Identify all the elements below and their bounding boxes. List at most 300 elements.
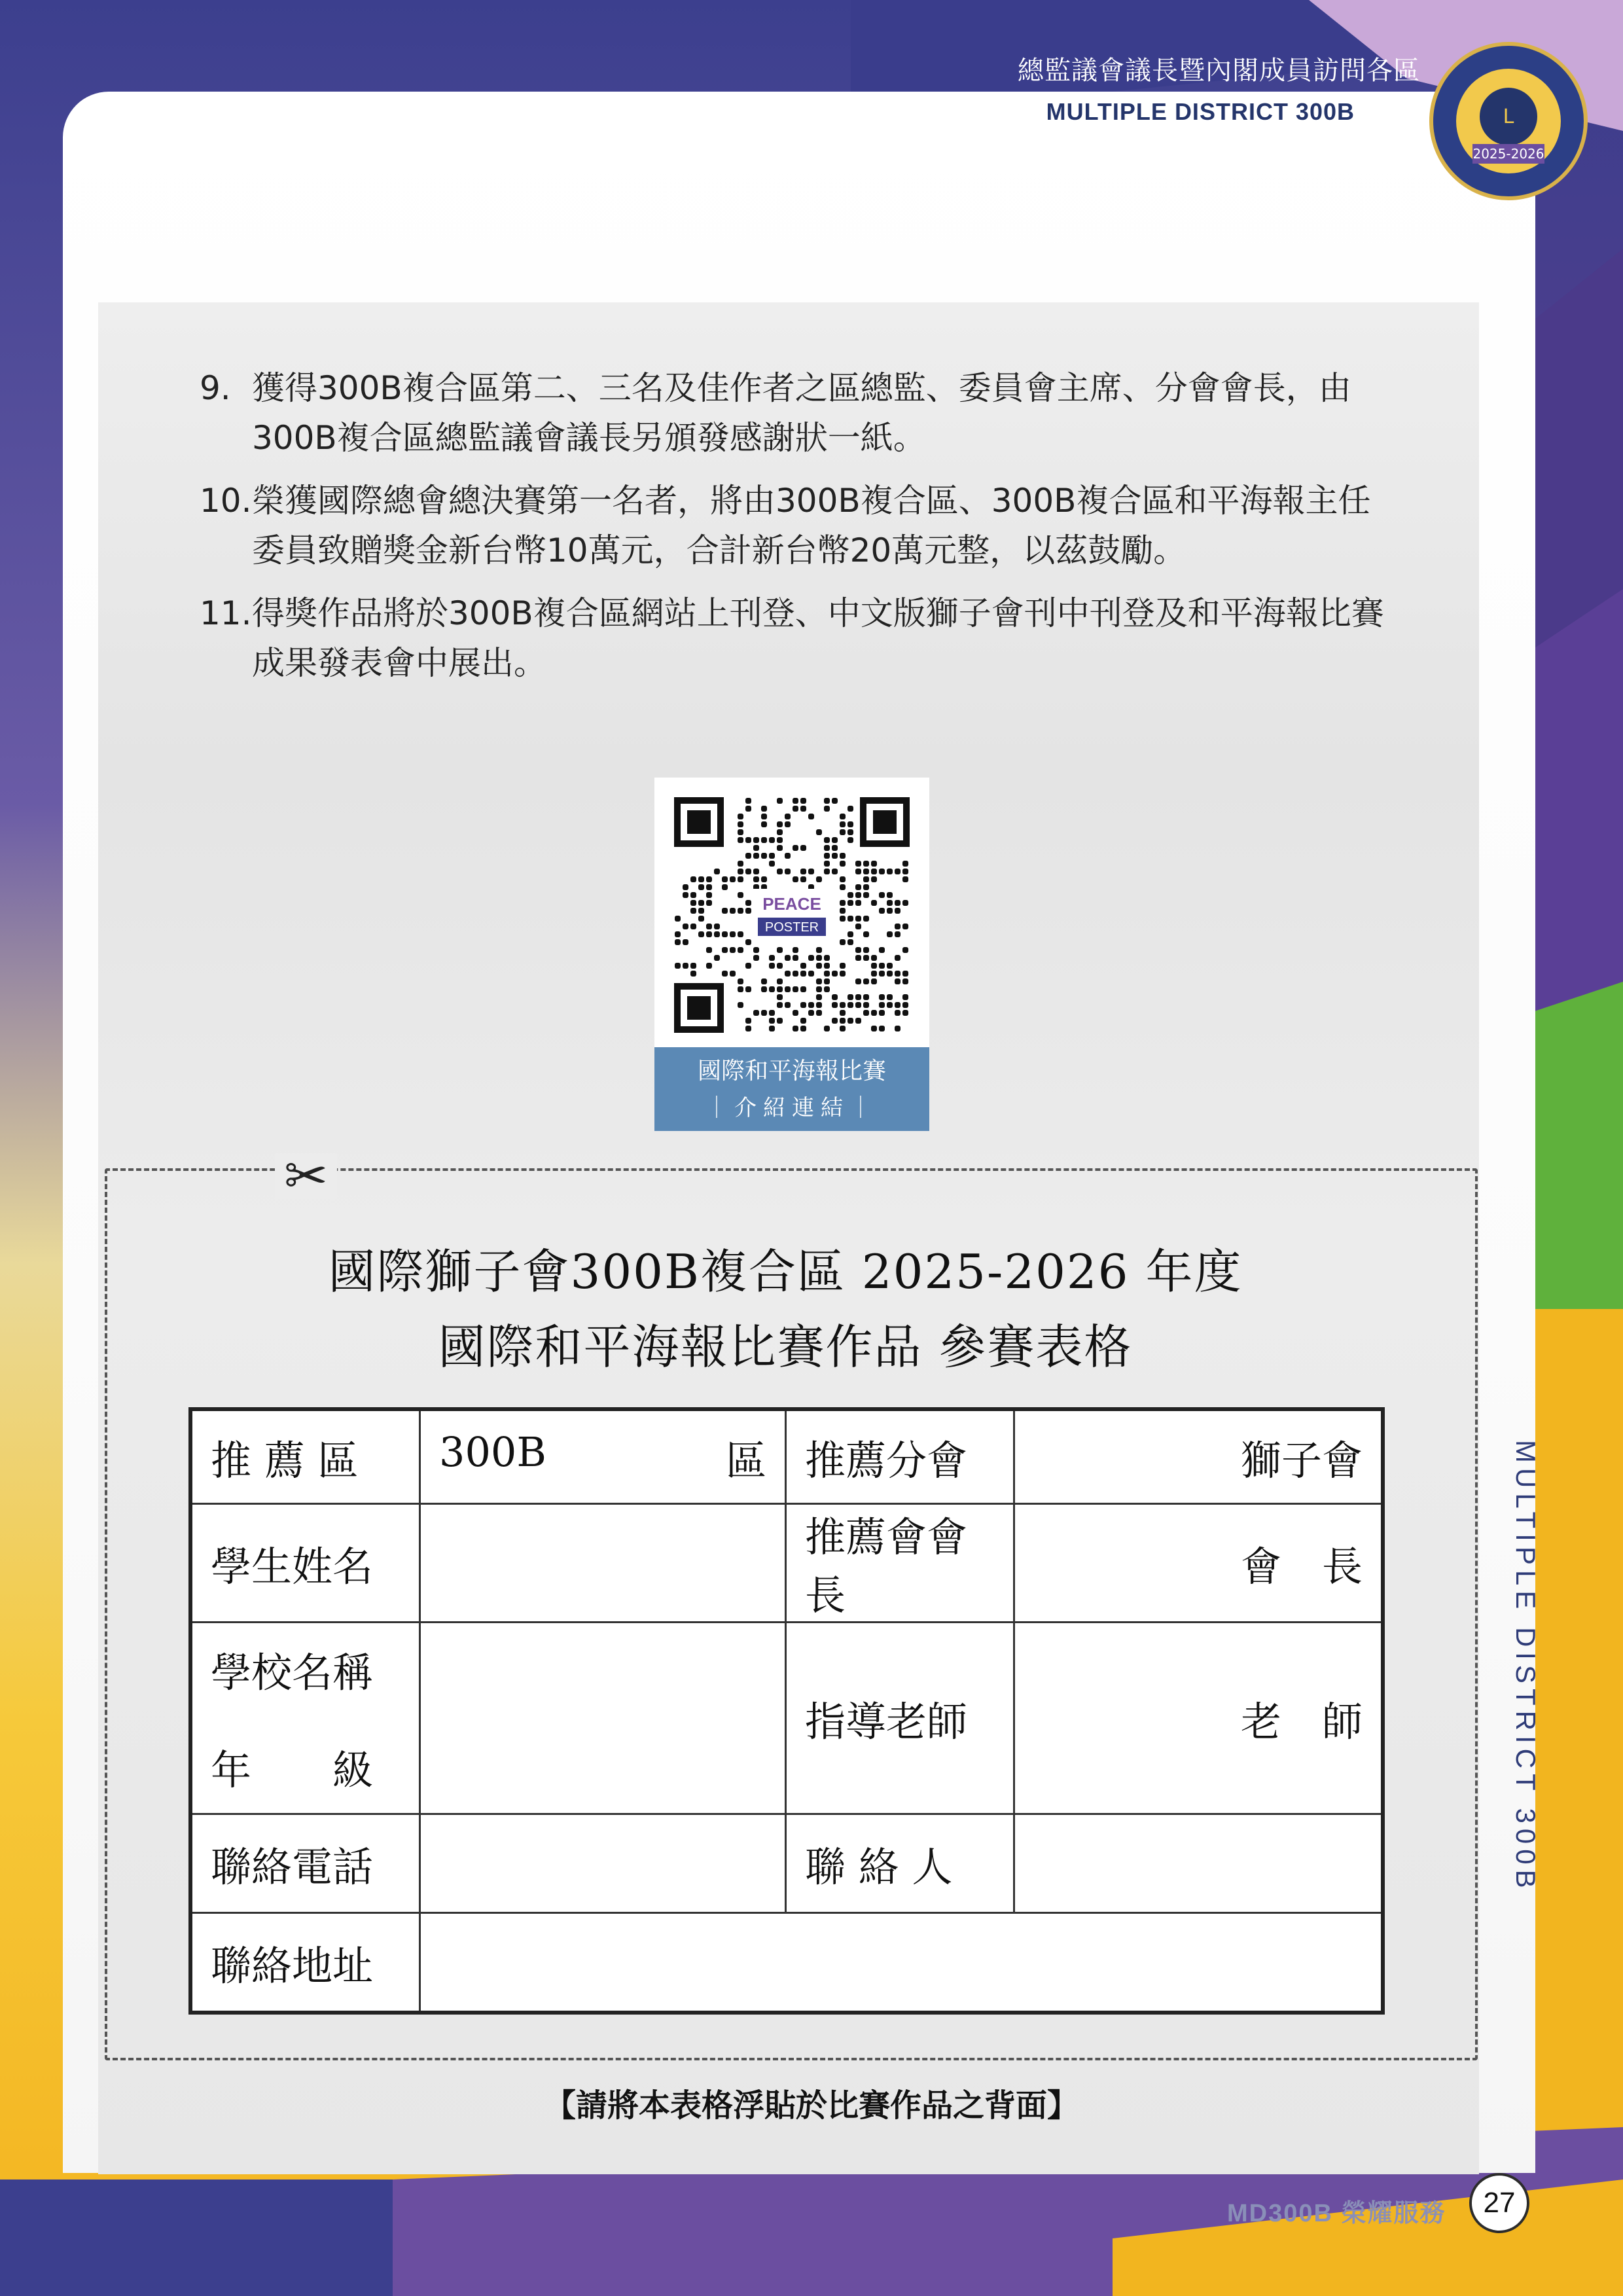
qr-module — [855, 916, 861, 922]
qr-module — [863, 947, 869, 953]
qr-module — [879, 947, 885, 953]
qr-module — [785, 814, 791, 819]
qr-module — [745, 963, 751, 969]
qr-module — [871, 861, 877, 867]
qr-module — [816, 955, 822, 961]
qr-module — [902, 1002, 908, 1008]
qr-module — [871, 869, 877, 874]
qr-module — [706, 963, 712, 969]
qr-module — [871, 978, 877, 984]
qr-module — [816, 963, 822, 969]
qr-module — [871, 971, 877, 977]
qr-module — [777, 1002, 783, 1008]
qr-module — [690, 963, 696, 969]
qr-module — [840, 939, 846, 945]
qr-module — [777, 994, 783, 1000]
header-subtitle: MULTIPLE DISTRICT 300B — [1046, 98, 1355, 125]
qr-module — [761, 814, 767, 819]
qr-module — [675, 939, 681, 945]
page-number: 27 — [1469, 2173, 1529, 2233]
qr-module — [714, 924, 720, 929]
qr-badge-peace: PEACE — [762, 894, 821, 914]
qr-module — [800, 971, 806, 977]
qr-module — [745, 853, 751, 859]
qr-module — [824, 986, 830, 992]
qr-module — [879, 994, 885, 1000]
qr-module — [777, 837, 783, 843]
qr-module — [793, 986, 798, 992]
qr-module — [730, 931, 736, 937]
qr-module — [698, 884, 704, 890]
qr-module — [761, 806, 767, 812]
district-suffix: 區 — [725, 1436, 766, 1484]
qr-module — [887, 892, 893, 898]
school-label: 學校名稱 — [211, 1649, 374, 1696]
qr-module — [863, 869, 869, 874]
qr-module — [745, 900, 751, 906]
qr-module — [769, 963, 775, 969]
qr-module — [855, 978, 861, 984]
qr-module — [840, 971, 846, 977]
qr-module — [722, 947, 728, 953]
qr-module — [800, 869, 806, 874]
qr-module — [769, 853, 775, 859]
school-field[interactable] — [420, 1623, 786, 1814]
qr-module — [824, 861, 830, 867]
qr-module — [793, 971, 798, 977]
qr-module — [895, 908, 901, 914]
qr-module — [745, 939, 751, 945]
side-district-text: MULTIPLE DISTRICT 300B — [1510, 1440, 1541, 1893]
qr-module — [738, 931, 743, 937]
qr-module — [738, 869, 743, 874]
qr-module — [769, 1010, 775, 1016]
qr-module — [816, 978, 822, 984]
qr-module — [745, 806, 751, 812]
qr-module — [808, 869, 814, 874]
qr-module — [887, 1002, 893, 1008]
club-label: 推薦分會 — [786, 1409, 1014, 1504]
qr-module — [777, 798, 783, 804]
president-field[interactable] — [1014, 1504, 1383, 1623]
qr-module — [840, 1018, 846, 1024]
qr-caption[interactable] — [654, 1047, 929, 1131]
qr-caption-link[interactable]: ｜介紹連結｜ — [705, 1095, 878, 1121]
qr-module — [840, 1026, 846, 1031]
qr-module — [793, 806, 798, 812]
qr-module — [793, 876, 798, 882]
qr-module — [698, 916, 704, 922]
club-field[interactable] — [1014, 1409, 1383, 1504]
qr-module — [738, 876, 743, 882]
teacher-field[interactable] — [1014, 1623, 1383, 1814]
qr-module — [698, 908, 704, 914]
qr-module — [879, 869, 885, 874]
qr-module — [808, 1010, 814, 1016]
qr-module — [808, 971, 814, 977]
qr-module — [847, 1018, 853, 1024]
qr-module — [722, 908, 728, 914]
qr-module — [761, 853, 767, 859]
form-title-line1: 國際獅子會300B複合區 2025-2026 年度 — [328, 1244, 1243, 1299]
qr-module — [832, 971, 838, 977]
qr-module — [800, 798, 806, 804]
qr-module — [847, 837, 853, 843]
district-value: 300B — [439, 1427, 546, 1476]
qr-module — [902, 978, 908, 984]
qr-module — [706, 892, 712, 898]
qr-module — [863, 1010, 869, 1016]
qr-module — [777, 821, 783, 827]
qr-module — [816, 1010, 822, 1016]
qr-module — [871, 963, 877, 969]
qr-module — [895, 1002, 901, 1008]
rule-item — [200, 476, 1391, 575]
qr-module — [879, 963, 885, 969]
form-row-student — [190, 1504, 1383, 1623]
qr-module — [714, 931, 720, 937]
qr-module — [840, 884, 846, 890]
qr-module — [863, 884, 869, 890]
student-field[interactable] — [420, 1504, 786, 1623]
qr-module — [738, 1002, 743, 1008]
qr-module — [840, 853, 846, 859]
qr-module — [863, 861, 869, 867]
qr-module — [824, 978, 830, 984]
qr-module — [769, 1026, 775, 1031]
qr-module — [730, 971, 736, 977]
qr-module — [824, 869, 830, 874]
qr-module — [777, 963, 783, 969]
qr-module — [871, 900, 877, 906]
qr-module — [824, 798, 830, 804]
qr-module — [902, 869, 908, 874]
qr-module — [777, 829, 783, 835]
qr-card[interactable] — [654, 778, 929, 1131]
phone-field[interactable] — [420, 1814, 786, 1913]
qr-module — [855, 869, 861, 874]
entry-form-table — [188, 1407, 1385, 2015]
qr-module — [753, 853, 759, 859]
address-label: 聯絡地址 — [190, 1913, 420, 2013]
qr-module — [706, 924, 712, 929]
qr-module — [761, 837, 767, 843]
qr-module — [847, 806, 853, 812]
qr-module — [769, 837, 775, 843]
qr-module — [895, 869, 901, 874]
qr-module — [840, 829, 846, 835]
qr-module — [800, 986, 806, 992]
qr-module — [879, 1002, 885, 1008]
qr-module — [902, 947, 908, 953]
qr-module — [745, 1026, 751, 1031]
qr-module — [863, 978, 869, 984]
qr-module — [683, 939, 688, 945]
rule-item — [200, 363, 1391, 463]
qr-module — [745, 798, 751, 804]
qr-module — [761, 876, 767, 882]
qr-module — [887, 908, 893, 914]
qr-module — [738, 814, 743, 819]
rule-number: 10. — [200, 482, 252, 520]
qr-module — [769, 986, 775, 992]
qr-module — [855, 1018, 861, 1024]
district-field[interactable] — [420, 1409, 786, 1504]
qr-module — [683, 884, 688, 890]
qr-module — [840, 876, 846, 882]
teacher-label: 指導老師 — [786, 1623, 1014, 1814]
form-row-address — [190, 1913, 1383, 2013]
qr-module — [800, 1026, 806, 1031]
qr-module — [690, 908, 696, 914]
qr-module — [793, 955, 798, 961]
student-label: 學生姓名 — [190, 1504, 420, 1623]
form-title-line2: 國際和平海報比賽作品 參賽表格 — [438, 1319, 1133, 1374]
form-row-phone — [190, 1814, 1383, 1913]
qr-module — [785, 821, 791, 827]
qr-module — [800, 876, 806, 882]
qr-module — [824, 955, 830, 961]
qr-module — [855, 892, 861, 898]
qr-module — [683, 924, 688, 929]
qr-module — [855, 994, 861, 1000]
qr-module — [871, 955, 877, 961]
qr-module — [902, 861, 908, 867]
qr-module — [902, 900, 908, 906]
phone-label: 聯絡電話 — [190, 1814, 420, 1913]
qr-module — [840, 916, 846, 922]
qr-module — [738, 821, 743, 827]
qr-module — [738, 947, 743, 953]
qr-module — [879, 892, 885, 898]
qr-module — [683, 963, 688, 969]
qr-module — [840, 814, 846, 819]
qr-module — [777, 978, 783, 984]
qr-badge-poster: POSTER — [764, 920, 819, 935]
qr-module — [730, 908, 736, 914]
qr-module — [675, 931, 681, 937]
qr-module — [887, 971, 893, 977]
qr-module — [832, 1002, 838, 1008]
qr-module — [808, 814, 814, 819]
school-grade-labels — [190, 1623, 420, 1814]
rule-number: 9. — [200, 369, 231, 407]
qr-module — [698, 931, 704, 937]
qr-module — [785, 971, 791, 977]
qr-module — [895, 978, 901, 984]
qr-module — [777, 869, 783, 874]
qr-module — [745, 837, 751, 843]
qr-module — [887, 931, 893, 937]
qr-module — [761, 986, 767, 992]
qr-module — [808, 955, 814, 961]
qr-module — [847, 916, 853, 922]
qr-module — [855, 947, 861, 953]
qr-module — [753, 947, 759, 953]
qr-module — [902, 924, 908, 929]
qr-module — [879, 971, 885, 977]
qr-module — [706, 884, 712, 890]
qr-module — [832, 994, 838, 1000]
qr-module — [902, 1010, 908, 1016]
qr-module — [761, 821, 767, 827]
qr-module — [855, 1002, 861, 1008]
qr-module — [895, 1010, 901, 1016]
qr-module — [761, 1010, 767, 1016]
contact-label: 聯 絡 人 — [786, 1814, 1014, 1913]
rule-text: 獲得300B複合區第二、三名及佳作者之區總監、委員會主席、分會會長，由300B複合區總監議會議長另頒發感謝狀一紙。 — [252, 369, 1351, 457]
qr-module — [863, 916, 869, 922]
qr-module — [863, 892, 869, 898]
qr-module — [800, 1018, 806, 1024]
qr-module — [785, 853, 791, 859]
header-title: 總監議會議長暨內閣成員訪問各區 — [1018, 56, 1420, 86]
qr-module — [824, 1026, 830, 1031]
qr-module — [871, 876, 877, 882]
qr-module — [675, 963, 681, 969]
qr-module — [785, 1002, 791, 1008]
qr-module — [847, 892, 853, 898]
qr-module — [824, 963, 830, 969]
qr-module — [769, 1018, 775, 1024]
qr-module — [745, 908, 751, 914]
qr-module — [863, 1002, 869, 1008]
qr-module — [832, 798, 838, 804]
qr-module — [753, 869, 759, 874]
qr-module — [902, 994, 908, 1000]
qr-module — [840, 1002, 846, 1008]
qr-module — [714, 869, 720, 874]
qr-module — [895, 1026, 901, 1031]
qr-module — [793, 798, 798, 804]
qr-module — [793, 1026, 798, 1031]
qr-module — [738, 837, 743, 843]
form-row-school — [190, 1623, 1383, 1814]
rule-number: 11. — [200, 594, 252, 632]
qr-module — [863, 994, 869, 1000]
qr-module — [706, 931, 712, 937]
qr-module — [753, 955, 759, 961]
qr-module — [706, 876, 712, 882]
qr-module — [722, 884, 728, 890]
qr-module — [793, 845, 798, 851]
qr-module — [753, 1010, 759, 1016]
qr-module — [855, 884, 861, 890]
rule-text: 得獎作品將於300B複合區網站上刊登、中文版獅子會刊中刊登及和平海報比賽成果發表會中展出。 — [252, 594, 1384, 682]
qr-module — [777, 845, 783, 851]
qr-module — [793, 947, 798, 953]
qr-module — [824, 971, 830, 977]
qr-module — [690, 876, 696, 882]
qr-module — [832, 837, 838, 843]
qr-module — [785, 986, 791, 992]
qr-module — [800, 806, 806, 812]
qr-module — [832, 1018, 838, 1024]
qr-module — [887, 900, 893, 906]
qr-module — [722, 971, 728, 977]
form-instruction-note: 【請將本表格浮貼於比賽作品之背面】 — [544, 2087, 1079, 2124]
qr-module — [824, 837, 830, 843]
qr-module — [847, 821, 853, 827]
qr-module — [753, 876, 759, 882]
qr-module — [800, 845, 806, 851]
qr-module — [761, 978, 767, 984]
qr-module — [777, 947, 783, 953]
rule-text: 榮獲國際總會總決賽第一名者，將由300B複合區、300B複合區和平海報主任委員致贈獎金新台幣10萬元，合計新台幣20萬元整，以茲鼓勵。 — [252, 482, 1371, 569]
address-field[interactable] — [420, 1913, 1383, 2013]
qr-module — [840, 861, 846, 867]
qr-code[interactable] — [674, 797, 910, 1033]
qr-module — [816, 986, 822, 992]
qr-module — [753, 837, 759, 843]
qr-module — [832, 845, 838, 851]
qr-module — [840, 963, 846, 969]
qr-module — [895, 971, 901, 977]
qr-module — [887, 869, 893, 874]
qr-module — [753, 845, 759, 851]
qr-module — [863, 931, 869, 937]
qr-module — [738, 908, 743, 914]
qr-module — [855, 955, 861, 961]
qr-module — [855, 861, 861, 867]
qr-module — [769, 861, 775, 867]
qr-module — [847, 1002, 853, 1008]
president-suffix: 會 長 — [1240, 1542, 1363, 1590]
qr-module — [769, 955, 775, 961]
contact-field[interactable] — [1014, 1814, 1383, 1913]
qr-module — [847, 931, 853, 937]
qr-module — [816, 876, 822, 882]
qr-module — [690, 971, 696, 977]
qr-module — [738, 978, 743, 984]
qr-module — [863, 955, 869, 961]
district-label: 推 薦 區 — [190, 1409, 420, 1504]
qr-caption-title: 國際和平海報比賽 — [697, 1058, 886, 1085]
qr-module — [745, 1018, 751, 1024]
qr-module — [722, 876, 728, 882]
qr-module — [840, 1010, 846, 1016]
qr-module — [785, 869, 791, 874]
qr-module — [745, 869, 751, 874]
qr-module — [730, 876, 736, 882]
lions-logo — [1427, 39, 1590, 203]
qr-module — [690, 924, 696, 929]
qr-module — [855, 900, 861, 906]
qr-module — [840, 821, 846, 827]
grade-label: 年 級 — [211, 1746, 374, 1794]
qr-module — [690, 892, 696, 898]
qr-module — [800, 963, 806, 969]
qr-module — [847, 829, 853, 835]
qr-module — [879, 1010, 885, 1016]
qr-module — [902, 971, 908, 977]
qr-module — [832, 853, 838, 859]
qr-module — [895, 900, 901, 906]
qr-module — [683, 892, 688, 898]
qr-module — [706, 947, 712, 953]
qr-module — [840, 900, 846, 906]
qr-module — [722, 931, 728, 937]
qr-module — [793, 1010, 798, 1016]
svg-text:L: L — [1503, 105, 1514, 128]
qr-module — [847, 994, 853, 1000]
qr-module — [840, 908, 846, 914]
scissors-icon: ✂ — [275, 1153, 337, 1199]
qr-module — [863, 876, 869, 882]
qr-module — [847, 900, 853, 906]
qr-module — [698, 900, 704, 906]
qr-module — [816, 829, 822, 835]
